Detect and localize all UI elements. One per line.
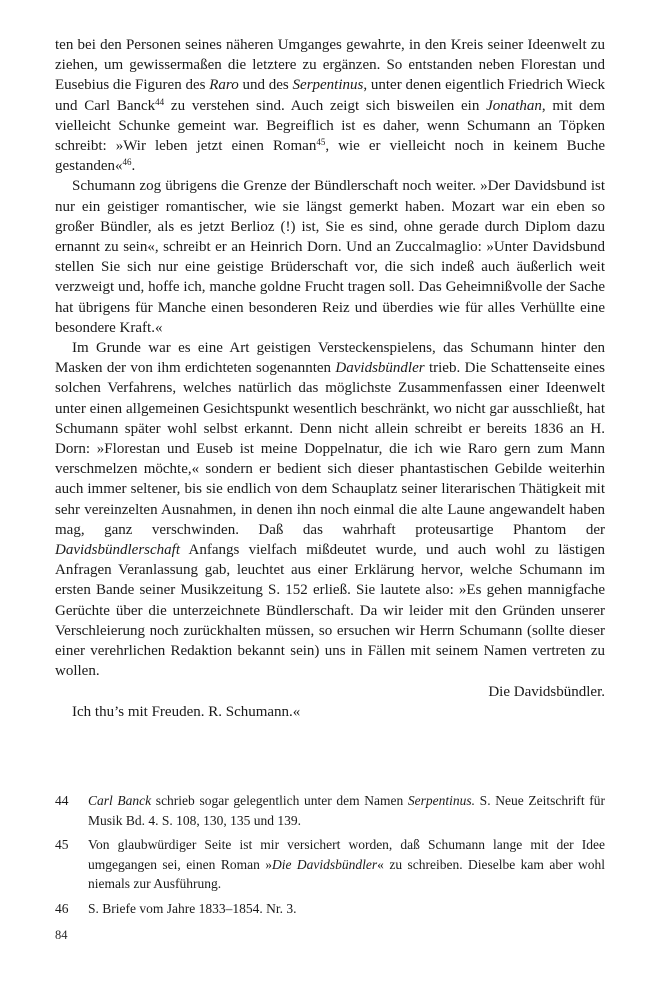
footnote-reference: 44 — [155, 96, 165, 107]
text-run: trieb. Die Schattenseite eines solchen Verfahrens, welches natürlich das möglichste Zusammenfassen einer Ideenwelt unter einen allgemeinen Gesichtspunkt wesentlich beschränkt, wo nicht gar ausschließt, hat Schumann später wohl selbst erkannt. Denn nicht allein schreibt er bereits 1836 an H. Dorn: »Florestan und Euseb ist meine Doppelnatur, die ich wie Raro gern zum Mann verschmelzen möchte,« sondern er bedient sich dieser phantastischen Gebilde weiterhin auch immer seltener, bis sie endlich von dem Schauplatz seiner literarischen Thätigkeit mit sehr vereinzelten Ausnahmen, in denen ihn noch einmal die alte Laune angewandelt haben mag, ganz verschwinden. Daß das wahrhaft proteusartige Phantom der — [55, 360, 605, 538]
italic-text: Davidsbündler — [335, 360, 425, 377]
page-number: 84 — [55, 928, 68, 942]
footnote — [55, 835, 605, 894]
paragraph — [55, 176, 605, 338]
footnote-text — [88, 899, 605, 919]
italic-text: Jonathan — [486, 97, 542, 114]
text-run: Schumann zog übrigens die Grenze der Bündlerschaft noch weiter. »Der Davidsbund ist nur ein geistiger romantischer, wie sie längst gemerkt haben. Mozart war ein eben so großer Bündler, als es jetzt Berlioz (!) ist, Sie es sind, ohne gerade durch Diplom dazu ernannt zu sein«, schreibt er an Heinrich Dorn. Und an Zuccalmaglio: »Unter Davidsbund stellen Sie sich nur eine geistige Brüderschaft vor, die sich indeß auch äußerlich weit verzweigt und, hoffe ich, manche goldne Frucht tragen soll. Das Geheimnißvolle der Sache hat übrigens für Manche einen besonderen Reiz und überdies wie für alles Verhüllte eine besondere Kraft.« — [55, 178, 605, 336]
footnote — [55, 791, 605, 830]
text-run: Anfangs vielfach mißdeutet wurde, und auch wohl zu lästigen Anfragen Veranlassung gab, leuchtet aus einer Erklärung hervor, welche Schumann im ersten Bande seiner Musikzeitung S. 152 erließ. Sie lautete also: »Es gehen mannigfache Gerüchte über die unterzeichnete Bündlerschaft. Da wir leider mit den Gründen unserer Verschleierung noch zurückhalten müssen, so ersuchen wir Herrn Schumann (sollte dieser einer verehrlichen Redaktion bekannt sein) uns in Fällen mit seinem Namen vertreten zu wollen. — [55, 542, 605, 680]
paragraph — [55, 338, 605, 681]
italic-text: Raro — [209, 77, 239, 94]
text-run: und des — [238, 77, 293, 94]
text-run: . — [131, 158, 136, 175]
footnotes — [55, 791, 605, 924]
text-run: « zu schreiben. Dieselbe kam aber wohl niemals zur Ausführung. — [88, 856, 605, 892]
italic-text: Die Davidsbündler — [272, 856, 378, 872]
paragraph — [55, 702, 605, 722]
text-run: S. Neue Zeitschrift für Musik Bd. 4. S. 108, 130, 135 und 139. — [88, 793, 605, 828]
italic-text: Serpentinus — [292, 77, 364, 94]
footnote-number: 44 — [55, 793, 69, 808]
footnote-number: 46 — [55, 900, 69, 916]
italic-text: Serpentinus. — [407, 793, 476, 808]
main-text — [55, 35, 605, 722]
text-run: Ich thu’s mit Freuden. R. Schumann.« — [72, 703, 301, 720]
footnote-number: 45 — [55, 837, 69, 853]
footnote-text — [88, 791, 605, 830]
italic-text: Davidsbündlerschaft — [55, 542, 180, 559]
text-run: schrieb sogar gelegentlich unter dem Namen — [151, 793, 408, 808]
text-run: zu verstehen sind. Auch zeigt sich bisweilen ein — [164, 97, 487, 114]
text-run: ten bei den Personen seines näheren Umganges gewahrte, in den Kreis seiner Ideenwelt zu ziehen, um gewissermaßen die letztere zu ergänzen. So entstanden neben Florestan und Eusebius die Figuren des — [55, 37, 605, 94]
text-run: , mit dem vielleicht Schunke gemeint war. Begreiflich ist es daher, wenn Schumann an Töpken schreibt: »Wir leben jetzt einen Roman — [55, 97, 605, 155]
text-run: , unter denen eigentlich Friedrich Wieck und Carl Banck — [55, 77, 606, 114]
footnote-reference: 45 — [316, 137, 326, 148]
text-run: Von glaubwürdiger Seite ist mir versichert worden, daß Schumann lange mit der Idee umgegangen sei, einen Roman » — [88, 837, 605, 872]
footnote-text — [88, 835, 605, 894]
footnote-reference: 46 — [122, 157, 132, 168]
paragraph — [55, 682, 605, 702]
italic-text: Carl Banck — [88, 793, 152, 808]
text-run: Im Grunde war es eine Art geistigen Versteckenspielens, das Schumann hinter den Masken der von ihm erdichteten sogenannten — [55, 340, 605, 377]
text-run: , wie er vielleicht noch in keinem Buche gestanden« — [55, 138, 606, 175]
paragraph — [55, 35, 605, 176]
text-run: S. Briefe vom Jahre 1833–1854. Nr. 3. — [88, 900, 297, 916]
footnote — [55, 899, 605, 919]
text-run: Die Davidsbündler. — [488, 683, 605, 700]
